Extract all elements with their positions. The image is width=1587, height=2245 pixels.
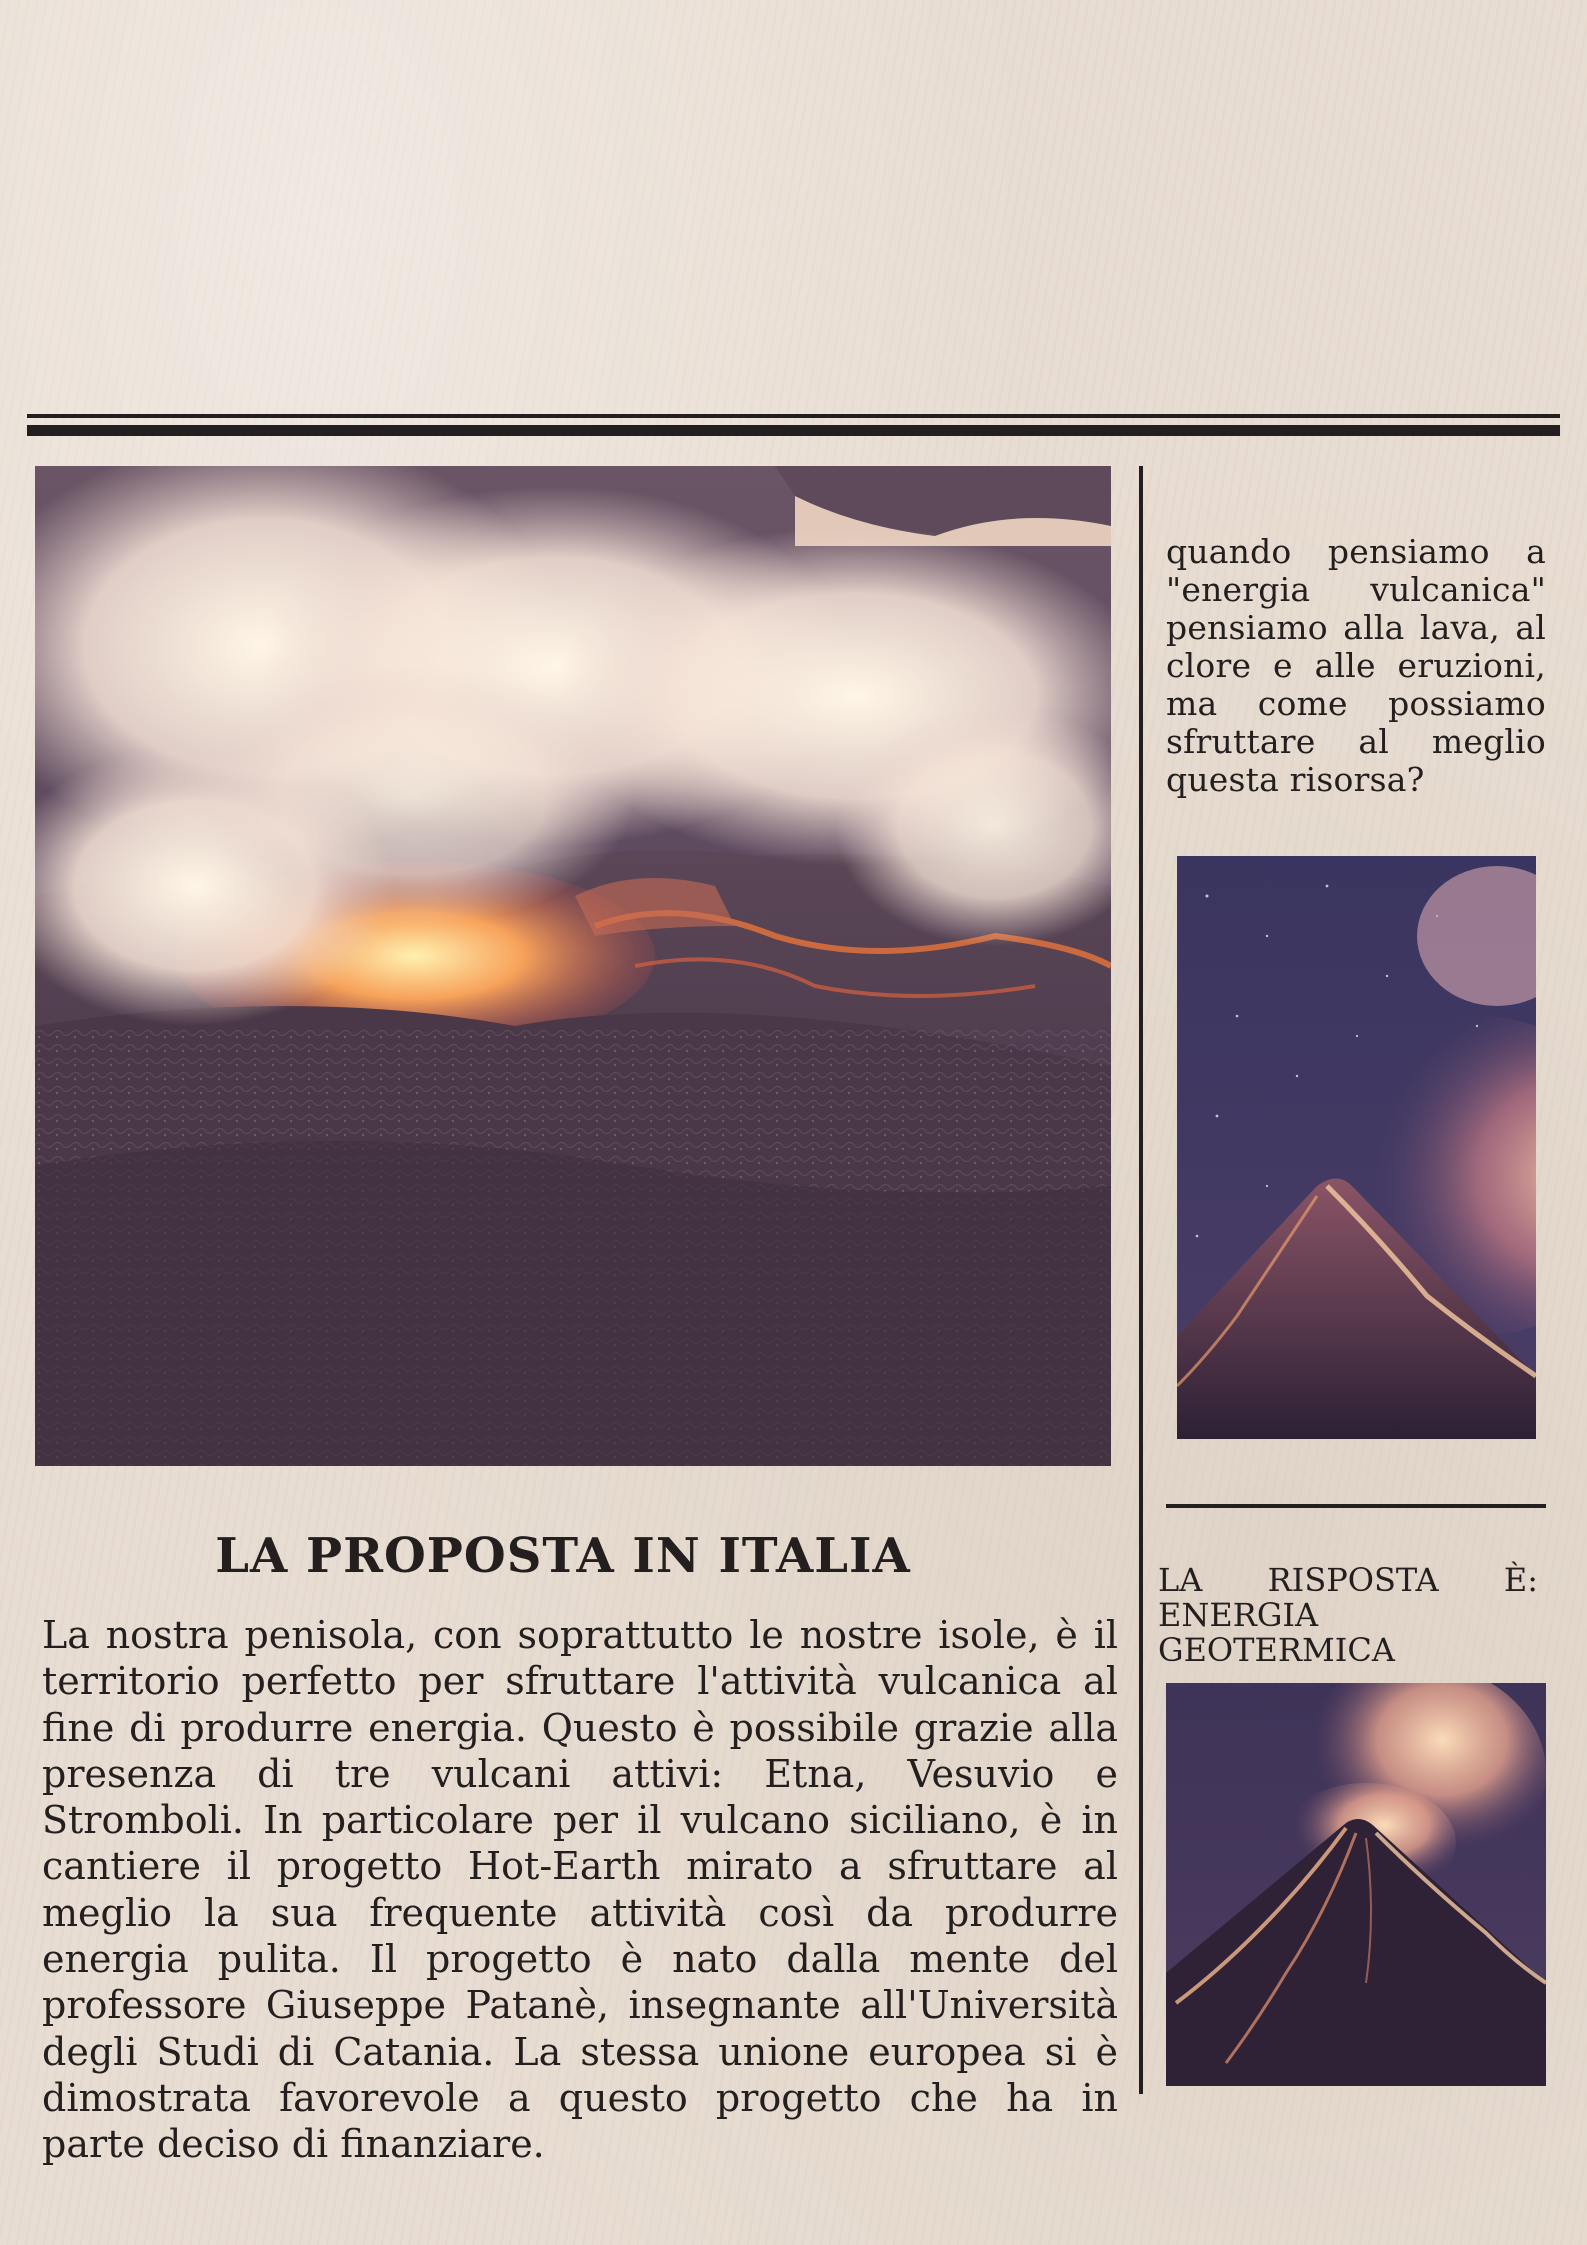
erupting-volcano-night-photo bbox=[1177, 856, 1536, 1439]
volcano-lava-flow-photo bbox=[1166, 1683, 1546, 2086]
header-rule-thin bbox=[27, 414, 1560, 418]
header-rule-thick bbox=[27, 425, 1560, 436]
sidebar-rule bbox=[1166, 1504, 1546, 1508]
sidebar-intro-text: quando pensiamo a "energia vulcanica" pensiamo alla lava, al clore e alle eruzioni, ma come possiamo sfruttare al meglio questa risorsa? bbox=[1166, 532, 1546, 799]
column-divider bbox=[1139, 466, 1143, 2094]
article-body: La nostra penisola, con soprattutto le nostre isole, è il territorio perfetto per sfruttare l'attività vulcanica al fine di produrre energia. Questo è possibile grazie alla presenza di tre vulcani attivi: Etna, Vesuvio e Stromboli. In particolare per il vulcano siciliano, è in cantiere il progetto Hot-Earth mirato a sfruttare al meglio la sua frequente attività così da produrre energia pulita. Il progetto è nato dalla mente del professore Giuseppe Patanè, insegnante all'Università degli Studi di Catania. La stessa unione europea si è dimostrata favorevole a questo progetto che ha in parte deciso di finanziare. bbox=[42, 1613, 1118, 2167]
volcano-crater-photo bbox=[35, 466, 1111, 1466]
sidebar-answer-text: LA RISPOSTA È: ENERGIA GEOTERMICA bbox=[1158, 1561, 1538, 1669]
article-headline: LA PROPOSTA IN ITALIA bbox=[215, 1528, 911, 1584]
